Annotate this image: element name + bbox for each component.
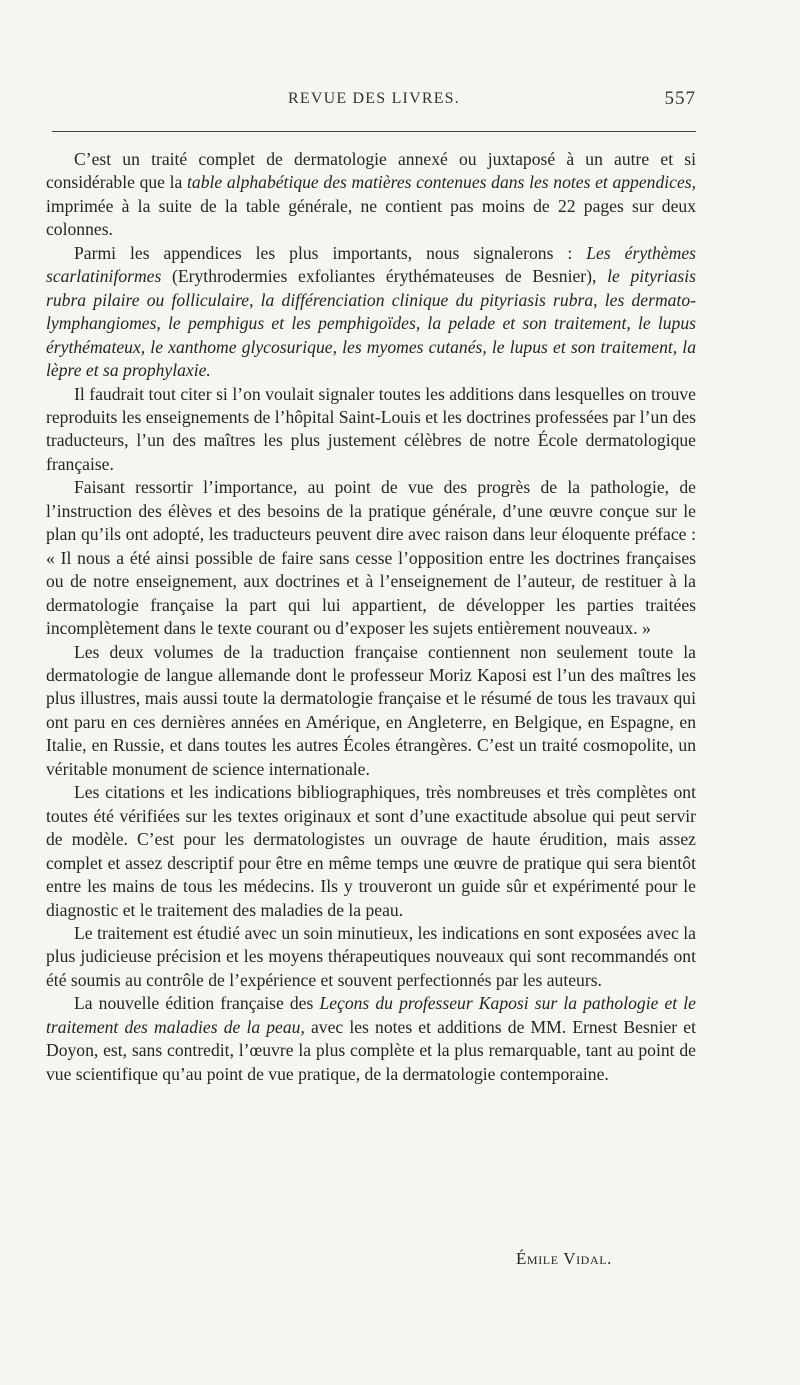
text-segment: Il faudrait tout citer si l’on voulait signaler toutes les additions dans lesquelles on trouve reproduits les enseignements de l’hôpital Saint-Louis et les doctrines professées par l’un des traducteurs, l’un des maîtres les plus justement célèbres de notre École dermatologique française.	[46, 383, 696, 474]
italic-text: table alphabétique des matières contenues dans les notes et appendices,	[187, 172, 697, 193]
signature-text: Émile Vidal.	[515, 1249, 612, 1268]
text-segment: Faisant ressortir l’importance, au point de vue des progrès de la pathologie, de l’instruction des élèves et des besoins de la pratique générale, d’une œuvre conçue sur le plan qu’ils ont adopté, les traducteurs peuvent dire avec raison dans leur éloquente préface : « Il nous a été ainsi possible de faire sans cesse l’opposition entre les doctrines françaises ou de notre enseignement, aux doctrines et à l’enseignement de l’auteur, de restituer à la dermatologie française la part qui lui appartient, de développer les parties traitées incomplètement dans le texte courant ou d’exposer les sujets entièrement nouveaux. »	[46, 477, 696, 639]
author-signature	[516, 1249, 612, 1269]
text-segment: Les citations et les indications bibliographiques, très nombreuses et très complètes ont toutes été vérifiées sur les textes originaux et sont d’une exactitude absolue qui peut servir de modèle. C’est pour les dermatologistes un ouvrage de haute érudition, mais assez complet et assez descriptif pour être en même temps une œuvre de pratique qui sera bientôt entre les mains de tous les médecins. Ils y trouveront un guide sûr et expérimenté pour le diagnostic et le traitement des maladies de la peau.	[46, 782, 696, 920]
paragraph	[46, 992, 696, 1086]
italic-text: le pityriasis rubra pilaire ou folliculaire, la différenciation clinique du pityriasis rubra, les dermato-lymphangiomes, le pemphigus et les pemphigoïdes, la pelade et son traitement, le lupus érythémateux, le xanthome glycosurique, les myomes cutanés, le lupus et son traitement, la lèpre et sa prophylaxie.	[46, 266, 697, 381]
italic-text: Les érythèmes scarlatiniformes	[46, 242, 696, 287]
paragraph	[46, 781, 696, 922]
text-segment: C’est un traité complet de dermatologie annexé ou juxtaposé à un autre et si considérable que la	[46, 149, 696, 193]
paragraph	[46, 922, 696, 992]
body-text	[46, 148, 696, 1086]
text-segment: (Erythrodermies exfoliantes érythémateuses de Besnier),	[161, 266, 608, 287]
paragraph	[46, 476, 696, 640]
text-segment: imprimée à la suite de la table générale, ne contient pas moins de 22 pages sur deux colonnes.	[46, 195, 696, 240]
paragraph	[46, 641, 696, 782]
text-segment: Les deux volumes de la traduction française contiennent non seulement toute la dermatologie de langue allemande dont le professeur Moriz Kaposi est l’un des maîtres les plus illustres, mais aussi toute la dermatologie française et le résumé de tous les travaux qui ont paru en ces dernières années en Amérique, en Angleterre, en Belgique, en Espagne, en Italie, en Russie, et dans toutes les autres Écoles étrangères. C’est un traité cosmopolite, un véritable monument de science internationale.	[46, 641, 696, 779]
running-title: REVUE DES LIVRES.	[288, 90, 460, 107]
text-segment: Parmi les appendices les plus importants, nous signalerons :	[74, 242, 587, 263]
text-segment: avec les notes et additions de MM. Ernest Besnier et Doyon, est, sans contredit, l’œuvre la plus complète et la plus remarquable, tant au point de vue scientifique qu’au point de vue pratique, de la dermatologie contemporaine.	[46, 1016, 696, 1084]
header-rule	[52, 131, 696, 132]
text-segment: La nouvelle édition française des	[74, 993, 320, 1014]
page-number: 557	[664, 88, 696, 109]
running-header	[52, 90, 696, 116]
text-segment: Le traitement est étudié avec un soin minutieux, les indications en sont exposées avec la plus judicieuse précision et les moyens thérapeutiques nouveaux qui sont recommandés ont été soumis au contrôle de l’expérience et souvent perfectionnés par les auteurs.	[46, 922, 696, 990]
italic-text: Leçons du professeur Kaposi sur la pathologie et le traitement des maladies de la peau,	[46, 993, 696, 1037]
paragraph	[46, 148, 696, 242]
paragraph	[46, 242, 696, 383]
paragraph	[46, 383, 696, 477]
